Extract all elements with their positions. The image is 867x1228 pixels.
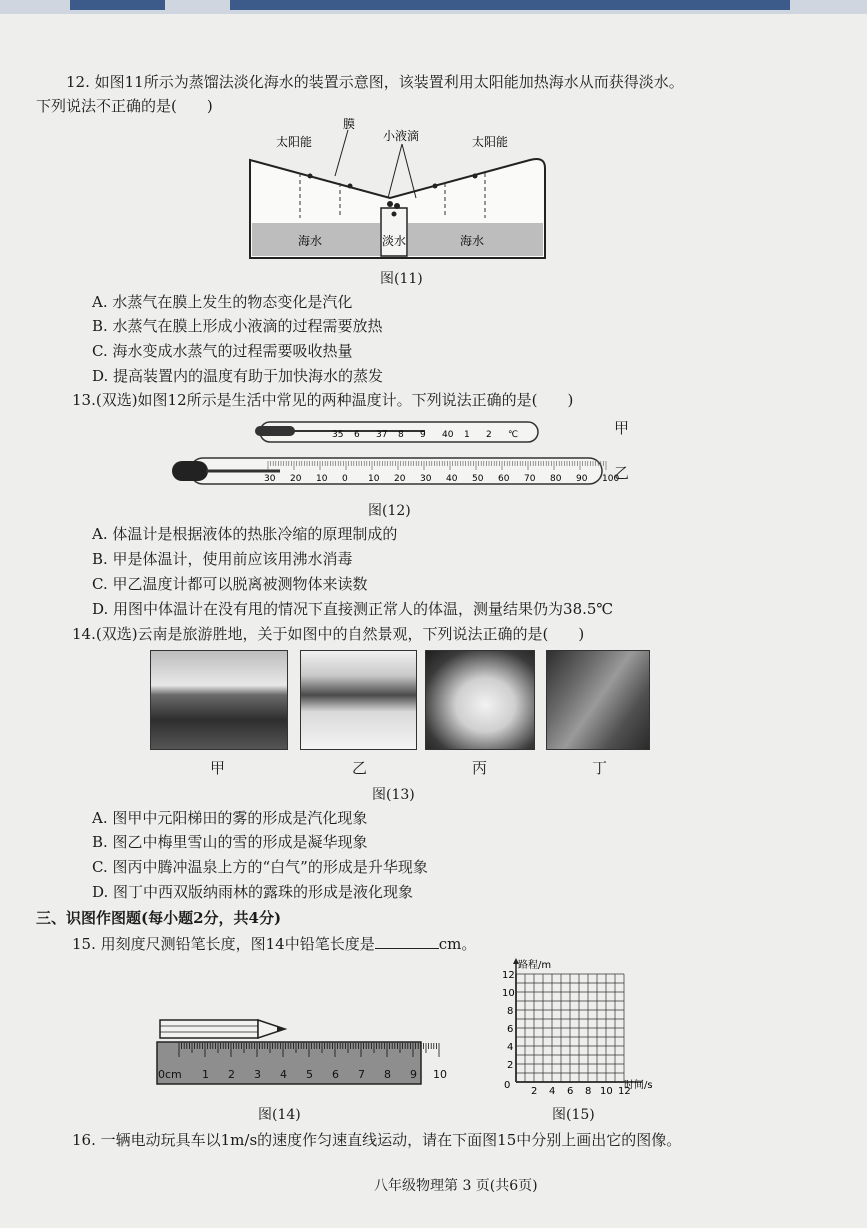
label-droplets: 小液滴 [383, 129, 420, 143]
figure-15-caption: 图(15) [552, 1107, 595, 1123]
lab-scale-label: 10 [316, 474, 328, 484]
photo-snow-mountain [300, 650, 417, 750]
lab-scale-label: 20 [290, 474, 302, 484]
y-axis-ticks [502, 970, 515, 1071]
clinical-scale-label: 6 [354, 430, 360, 440]
x-tick-label: 4 [549, 1086, 556, 1097]
x-tick-label: 10 [600, 1086, 613, 1097]
graph-origin-label: 0 [504, 1080, 511, 1091]
lab-scale-label: 30 [264, 474, 276, 484]
q14-option-d: D. 图丁中西双版纳雨林的露珠的形成是液化现象 [92, 883, 414, 901]
label-sea-right: 海水 [460, 234, 485, 248]
thermometer-label-jia: 甲 [614, 419, 630, 437]
ruler-number: 10 [433, 1068, 447, 1081]
page-footer: 八年级物理第 3 页(共6页) [374, 1178, 538, 1194]
q15-stem [72, 934, 476, 954]
x-axis-label: 时间/s [624, 1080, 653, 1091]
lab-scale-label: 0 [342, 474, 348, 484]
photo-label-ding: 丁 [592, 759, 608, 777]
x-tick-label: 12 [618, 1086, 631, 1097]
ruler-unit-label: 0cm [158, 1068, 182, 1081]
q15-answer-blank[interactable] [375, 934, 439, 949]
figure-14-caption: 图(14) [258, 1107, 301, 1123]
q14-option-a: A. 图甲中元阳梯田的雾的形成是汽化现象 [92, 809, 368, 827]
y-tick-label: 12 [502, 970, 515, 981]
figure-11-distiller [240, 118, 560, 268]
lab-scale-label: 80 [550, 474, 562, 484]
x-axis-ticks [531, 1086, 631, 1097]
q14-option-b: B. 图乙中梅里雪山的雪的形成是凝华现象 [92, 833, 368, 851]
lab-scale-label: 100 [602, 474, 620, 484]
figure-11-caption: 图(11) [380, 271, 423, 287]
lab-scale-label: 40 [446, 474, 458, 484]
pencil-body [160, 1020, 258, 1038]
grid-lines [513, 958, 642, 1082]
lab-scale-label: 20 [394, 474, 406, 484]
photo-terraced-fields [150, 650, 288, 750]
x-tick-label: 8 [585, 1086, 592, 1097]
ruler-number: 2 [228, 1068, 235, 1081]
ruler-number: 5 [306, 1068, 313, 1081]
photo-dew-leaf [546, 650, 650, 750]
q13-option-d: D. 用图中体温计在没有甩的情况下直接测正常人的体温，测量结果仍为38.5℃ [92, 600, 614, 618]
figure-15-st-graph[interactable] [496, 958, 666, 1098]
q13-option-a: A. 体温计是根据液体的热胀冷缩的原理制成的 [92, 525, 398, 543]
q15-stem-text: 15. 用刻度尺测铅笔长度，图14中铅笔长度是 [72, 935, 375, 953]
figure-12-caption: 图(12) [368, 503, 411, 519]
y-tick-label: 10 [502, 988, 515, 999]
ruler-number: 4 [280, 1068, 287, 1081]
lab-scale-label: 10 [368, 474, 380, 484]
lab-scale-label: 50 [472, 474, 484, 484]
clinical-scale-label: 37 [376, 430, 388, 440]
label-sea-left: 海水 [298, 234, 323, 248]
q15-stem-unit: cm。 [438, 935, 477, 953]
lab-scale-label: 60 [498, 474, 510, 484]
q14-stem: 14.(双选)云南是旅游胜地，关于如图中的自然景观，下列说法正确的是( ) [72, 625, 585, 643]
q13-option-c: C. 甲乙温度计都可以脱离被测物体来读数 [92, 575, 368, 593]
header-bar-left [70, 0, 165, 10]
ruler-number: 8 [384, 1068, 391, 1081]
q12-stem-line1: 12. 如图11所示为蒸馏法淡化海水的装置示意图，该装置利用太阳能加热海水从而获得淡水。 [66, 73, 684, 91]
clinical-scale-label: 8 [398, 430, 404, 440]
q13-option-b: B. 甲是体温计，使用前应该用沸水消毒 [92, 550, 353, 568]
q12-option-b: B. 水蒸气在膜上形成小液滴的过程需要放热 [92, 317, 383, 335]
lab-bulb [172, 461, 208, 481]
section-3-title: 三、识图作图题(每小题2分，共4分) [36, 909, 282, 927]
ruler-number: 1 [202, 1068, 209, 1081]
clinical-scale-label: 2 [486, 430, 492, 440]
clinical-scale-label: 35 [332, 430, 344, 440]
q13-stem: 13.(双选)如图12所示是生活中常见的两种温度计。下列说法正确的是( ) [72, 391, 574, 409]
photo-label-yi: 乙 [352, 759, 368, 777]
clinical-scale-label: 9 [420, 430, 426, 440]
x-tick-label: 6 [567, 1086, 574, 1097]
scan-top-edge [0, 0, 867, 14]
lab-scale-label: 30 [420, 474, 432, 484]
clinical-scale-label: 40 [442, 430, 454, 440]
lab-scale-label: 90 [576, 474, 588, 484]
q12-stem-line2: 下列说法不正确的是( ) [36, 97, 213, 115]
label-fresh-water: 淡水 [382, 234, 407, 248]
lab-scale-label: 70 [524, 474, 536, 484]
label-sun-left: 太阳能 [276, 135, 313, 149]
y-tick-label: 4 [507, 1042, 514, 1053]
clinical-bulb [255, 426, 295, 436]
y-axis-label: 路程/m [518, 960, 552, 971]
q12-option-a: A. 水蒸气在膜上发生的物态变化是汽化 [92, 293, 353, 311]
y-tick-label: 2 [507, 1060, 514, 1071]
x-tick-label: 2 [531, 1086, 538, 1097]
ruler-number: 3 [254, 1068, 261, 1081]
label-sun-right: 太阳能 [472, 135, 509, 149]
ruler-number: 9 [410, 1068, 417, 1081]
header-bar-right [230, 0, 790, 10]
ruler-number: 6 [332, 1068, 339, 1081]
clinical-scale-label: ℃ [508, 430, 519, 440]
ruler-body [157, 1042, 421, 1084]
q14-option-c: C. 图丙中腾冲温泉上方的“白气”的形成是升华现象 [92, 858, 428, 876]
q12-option-c: C. 海水变成水蒸气的过程需要吸收热量 [92, 342, 353, 360]
figure-13-caption: 图(13) [372, 787, 415, 803]
label-membrane: 膜 [343, 117, 356, 131]
q16-stem: 16. 一辆电动玩具车以1m/s的速度作匀速直线运动，请在下面图15中分别上画出它的图像。 [72, 1131, 682, 1149]
thermometer-label-yi: 乙 [614, 464, 630, 482]
y-tick-label: 8 [507, 1006, 514, 1017]
photo-hot-spring [425, 650, 535, 750]
y-tick-label: 6 [507, 1024, 514, 1035]
figure-12-thermometers [170, 414, 640, 496]
photo-label-bing: 丙 [472, 759, 488, 777]
ruler-number: 7 [358, 1068, 365, 1081]
photo-label-jia: 甲 [210, 759, 226, 777]
figure-14-ruler-pencil [155, 1016, 447, 1088]
q12-option-d: D. 提高装置内的温度有助于加快海水的蒸发 [92, 367, 384, 385]
clinical-scale-label: 1 [464, 430, 470, 440]
